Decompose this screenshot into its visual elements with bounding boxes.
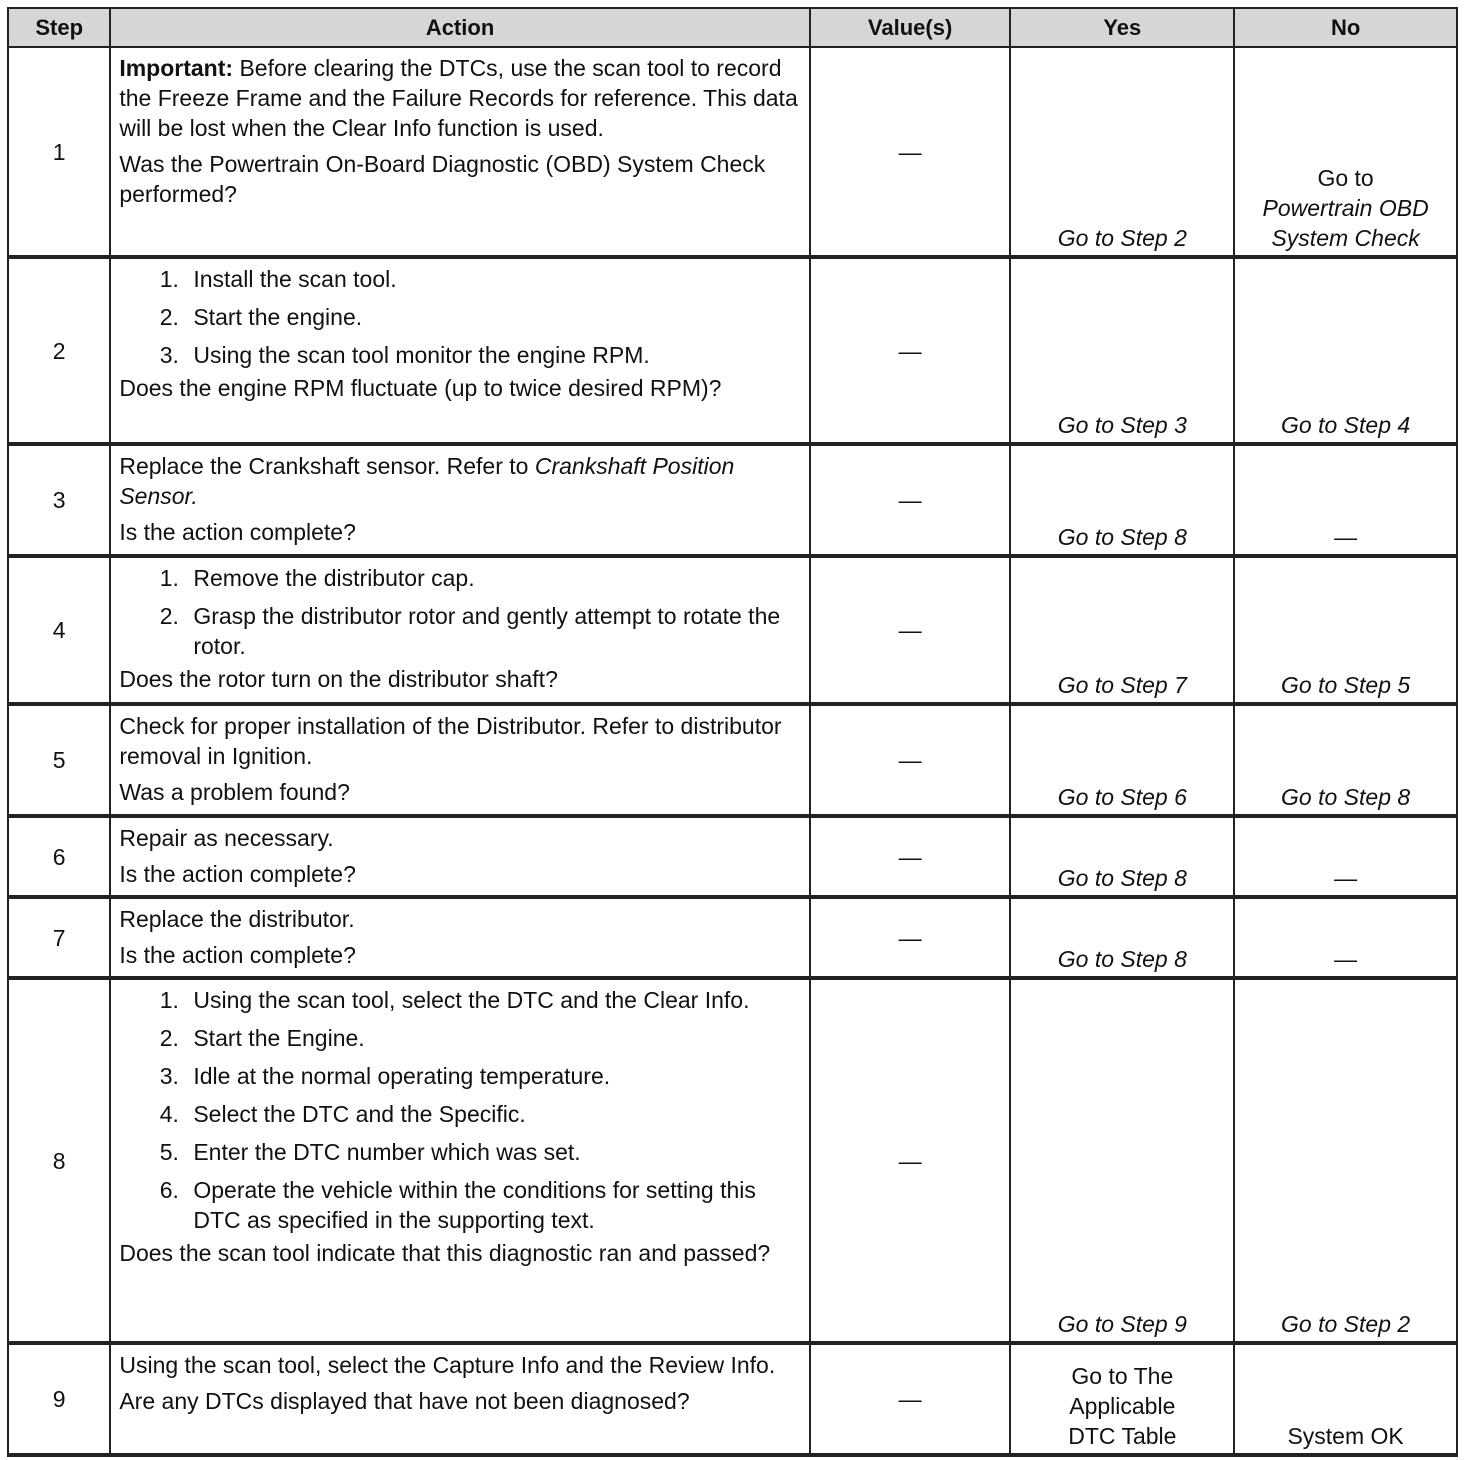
step-number: 9 [8,1343,110,1455]
important-note [119,53,802,143]
procedure-item: 1. Remove the distributor cap. [185,563,802,593]
procedure-item: 4. Select the DTC and the Specific. [185,1099,802,1129]
no-cell: Go to Step 4 [1234,257,1457,444]
table-row [8,257,1457,444]
value-cell: — [810,816,1011,897]
no-line: System Check [1271,225,1420,251]
procedure-item: 2. Start the Engine. [185,1023,802,1053]
question-text: Does the rotor turn on the distributor shaft? [119,666,558,692]
yes-line: Applicable [1069,1393,1176,1419]
action-cell [110,556,809,704]
value-cell: — [810,897,1011,978]
procedure-item: 1. Install the scan tool. [185,264,802,294]
value-cell: — [810,47,1011,257]
value-cell: — [810,978,1011,1343]
value-cell: — [810,704,1011,816]
no-cell: System OK [1234,1343,1457,1455]
step-number: 3 [8,444,110,556]
value-cell: — [810,1343,1011,1455]
step-number: 8 [8,978,110,1343]
no-line: Go to [1317,165,1374,191]
no-cell: Go to Step 5 [1234,556,1457,704]
yes-cell: Go to Step 7 [1010,556,1234,704]
yes-cell [1010,1343,1234,1455]
no-cell: — [1234,816,1457,897]
yes-cell: Go to Step 2 [1010,47,1234,257]
no-cell: — [1234,444,1457,556]
no-cell: — [1234,897,1457,978]
action-cell [110,47,809,257]
step-number: 7 [8,897,110,978]
procedure-item: 2. Grasp the distributor rotor and gently attempt to rotate the rotor. [185,601,802,661]
action-cell [110,444,809,556]
table-row [8,556,1457,704]
question-text: Does the scan tool indicate that this diagnostic ran and passed? [119,1240,771,1266]
step-number: 1 [8,47,110,257]
action-text: Check for proper installation of the Distributor. Refer to distributor removal in Ignition. [119,713,782,769]
yes-cell: Go to Step 6 [1010,704,1234,816]
question-text: Is the action complete? [119,519,356,545]
procedure-item: 3. Using the scan tool monitor the engine RPM. [185,340,802,370]
value-cell: — [810,257,1011,444]
action-text: Repair as necessary. [119,825,334,851]
step-number: 2 [8,257,110,444]
action-cell [110,1343,809,1455]
yes-line: DTC Table [1068,1423,1177,1449]
yes-cell: Go to Step 8 [1010,816,1234,897]
question-text: Does the engine RPM fluctuate (up to twice desired RPM)? [119,375,722,401]
table-row [8,1343,1457,1455]
question-text: Is the action complete? [119,942,356,968]
yes-cell: Go to Step 8 [1010,444,1234,556]
no-cell: Go to Step 8 [1234,704,1457,816]
yes-cell: Go to Step 9 [1010,978,1234,1343]
action-cell [110,816,809,897]
diagnostic-table [7,7,1458,1457]
header-yes: Yes [1010,8,1234,47]
value-cell: — [810,556,1011,704]
step-number: 4 [8,556,110,704]
action-cell [110,257,809,444]
no-cell: Go to Step 2 [1234,978,1457,1343]
action-text: Replace the distributor. [119,906,355,932]
header-action: Action [110,8,809,47]
procedure-list [119,563,802,661]
header-step: Step [8,8,110,47]
procedure-item: 6. Operate the vehicle within the conditions for setting this DTC as specified in the supporting text. [185,1175,802,1235]
step-number: 6 [8,816,110,897]
important-label: Important: [119,55,234,81]
table-row [8,978,1457,1343]
question-text: Is the action complete? [119,861,356,887]
diagnostic-table-container [7,7,1458,1453]
question-text: Was a problem found? [119,779,350,805]
reference-link: Crankshaft Position Sensor. [119,453,735,509]
value-cell: — [810,444,1011,556]
important-text: Before clearing the DTCs, use the scan tool to record the Freeze Frame and the Failure Records for reference. This data will be lost when the Clear Info function is used. [119,55,798,141]
procedure-item: 5. Enter the DTC number which was set. [185,1137,802,1167]
step-number: 5 [8,704,110,816]
table-row [8,704,1457,816]
table-row [8,444,1457,556]
yes-cell: Go to Step 3 [1010,257,1234,444]
procedure-item: 2. Start the engine. [185,302,802,332]
table-row [8,897,1457,978]
action-text [119,451,802,511]
action-text-main: Replace the Crankshaft sensor. Refer to [119,453,535,479]
action-text: Using the scan tool, select the Capture Info and the Review Info. [119,1352,776,1378]
no-cell [1234,47,1457,257]
header-values: Value(s) [810,8,1011,47]
action-cell [110,978,809,1343]
procedure-list [119,985,802,1235]
action-cell [110,704,809,816]
action-cell [110,897,809,978]
procedure-item: 3. Idle at the normal operating temperature. [185,1061,802,1091]
table-row [8,816,1457,897]
procedure-item: 1. Using the scan tool, select the DTC and the Clear Info. [185,985,802,1015]
yes-line: Go to The [1071,1363,1174,1389]
no-line: Powertrain OBD [1262,195,1429,221]
table-row [8,47,1457,257]
yes-cell: Go to Step 8 [1010,897,1234,978]
header-row [8,8,1457,47]
question-text: Was the Powertrain On-Board Diagnostic (OBD) System Check performed? [119,151,766,207]
question-text: Are any DTCs displayed that have not been diagnosed? [119,1388,690,1414]
header-no: No [1234,8,1457,47]
procedure-list [119,264,802,370]
